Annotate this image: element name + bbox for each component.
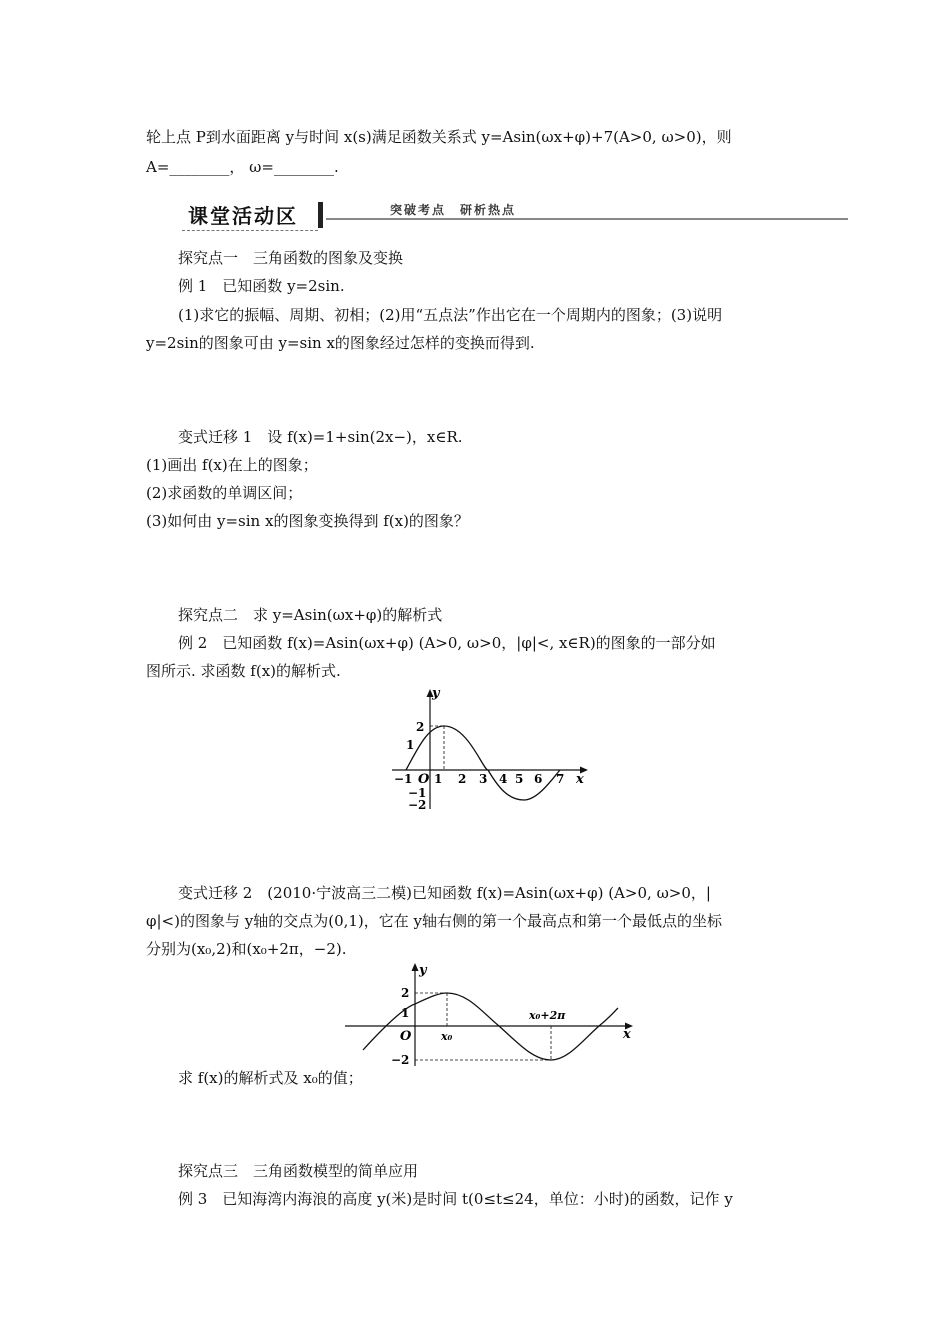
g1-y-label: y — [432, 686, 440, 701]
variant-1-title: 变式迁移 1 设 f(x)=1+sin(2x−)，x∈R. — [178, 428, 463, 446]
g1-xtick-6: 6 — [534, 772, 543, 786]
g1-xtick-1: 1 — [434, 772, 443, 786]
banner-bar — [318, 202, 323, 228]
g1-ytick-1: 1 — [406, 738, 415, 752]
example-1-line-2: y=2sin的图象可由 y=sin x的图象经过怎样的变换而得到. — [146, 334, 535, 352]
variant-2-line-2: φ|<)的图象与 y轴的交点为(0,1)，它在 y轴右侧的第一个最高点和第一个最低点的坐标 — [146, 912, 723, 930]
banner-rule — [326, 218, 848, 220]
variant-2-title: 变式迁移 2 (2010·宁波高三二模)已知函数 f(x)=Asin(ωx+φ) (A>0, ω>0，| — [178, 884, 711, 902]
g1-xtick-7: 7 — [556, 772, 565, 786]
variant-2-line-3: 分别为(x₀,2)和(x₀+2π，−2). — [146, 940, 347, 958]
example-1-line-1: (1)求它的振幅、周期、初相；(2)用“五点法”作出它在一个周期内的图象；(3)说明 — [178, 306, 723, 324]
g2-x0-label: x₀ — [441, 1030, 453, 1043]
variant-2-graph — [343, 958, 643, 1070]
g1-x-label: x — [576, 772, 584, 787]
banner-title: 课堂活动区 — [188, 204, 298, 228]
g2-y-label: y — [419, 963, 427, 978]
continuation-line-2: A=________， ω=________. — [146, 158, 339, 176]
section-heading-3: 探究点三 三角函数模型的简单应用 — [178, 1162, 419, 1180]
example-3-line-1: 例 3 已知海湾内海浪的高度 y(米)是时间 t(0≤t≤24，单位：小时)的函数，记作 y — [178, 1190, 733, 1208]
g1-xtick-5: 5 — [515, 772, 524, 786]
g1-ytick-2: 2 — [416, 720, 425, 734]
variant-1-part-1: (1)画出 f(x)在上的图象； — [146, 456, 318, 474]
example-1-title: 例 1 已知函数 y=2sin. — [178, 277, 345, 295]
example-2-line-1: 例 2 已知函数 f(x)=Asin(ωx+φ) (A>0, ω>0，|φ|<, x∈R)的图象的一部分如 — [178, 634, 716, 652]
continuation-line-1: 轮上点 P到水面距离 y与时间 x(s)满足函数关系式 y=Asin(ωx+φ)+7(A>0, ω>0)，则 — [146, 128, 732, 146]
g1-xtick-neg1: −1 — [394, 772, 413, 786]
section-banner — [178, 198, 848, 234]
section-heading-2: 探究点二 求 y=Asin(ωx+φ)的解析式 — [178, 606, 443, 624]
g2-x0-2pi-label: x₀+2π — [529, 1009, 566, 1022]
g2-origin: O — [400, 1029, 412, 1044]
example-2-graph — [388, 685, 598, 815]
section-heading-1: 探究点一 三角函数的图象及变换 — [178, 249, 404, 267]
banner-dash — [182, 230, 318, 231]
g1-xtick-2: 2 — [458, 772, 467, 786]
variant-2-question: 求 f(x)的解析式及 x₀的值； — [178, 1069, 363, 1087]
g1-ytick-neg1: −1 — [408, 786, 427, 800]
g2-ytick-2: 2 — [401, 986, 410, 1000]
g1-xtick-3: 3 — [479, 772, 488, 786]
variant-1-part-2: (2)求函数的单调区间； — [146, 484, 303, 502]
banner-subtitle: 突破考点 研析热点 — [390, 203, 517, 217]
g2-ytick-neg2: −2 — [391, 1053, 410, 1067]
example-2-line-2: 图所示. 求函数 f(x)的解析式. — [146, 662, 341, 680]
g1-sine-curve — [406, 726, 560, 800]
g1-xtick-4: 4 — [499, 772, 508, 786]
g2-x-label: x — [623, 1027, 631, 1042]
g2-ytick-1: 1 — [401, 1006, 410, 1020]
g2-y-arrow — [412, 963, 419, 971]
g1-origin: O — [418, 772, 430, 787]
g1-ytick-neg2: −2 — [408, 798, 427, 812]
variant-1-part-3: (3)如何由 y=sin x的图象变换得到 f(x)的图象？ — [146, 512, 469, 530]
